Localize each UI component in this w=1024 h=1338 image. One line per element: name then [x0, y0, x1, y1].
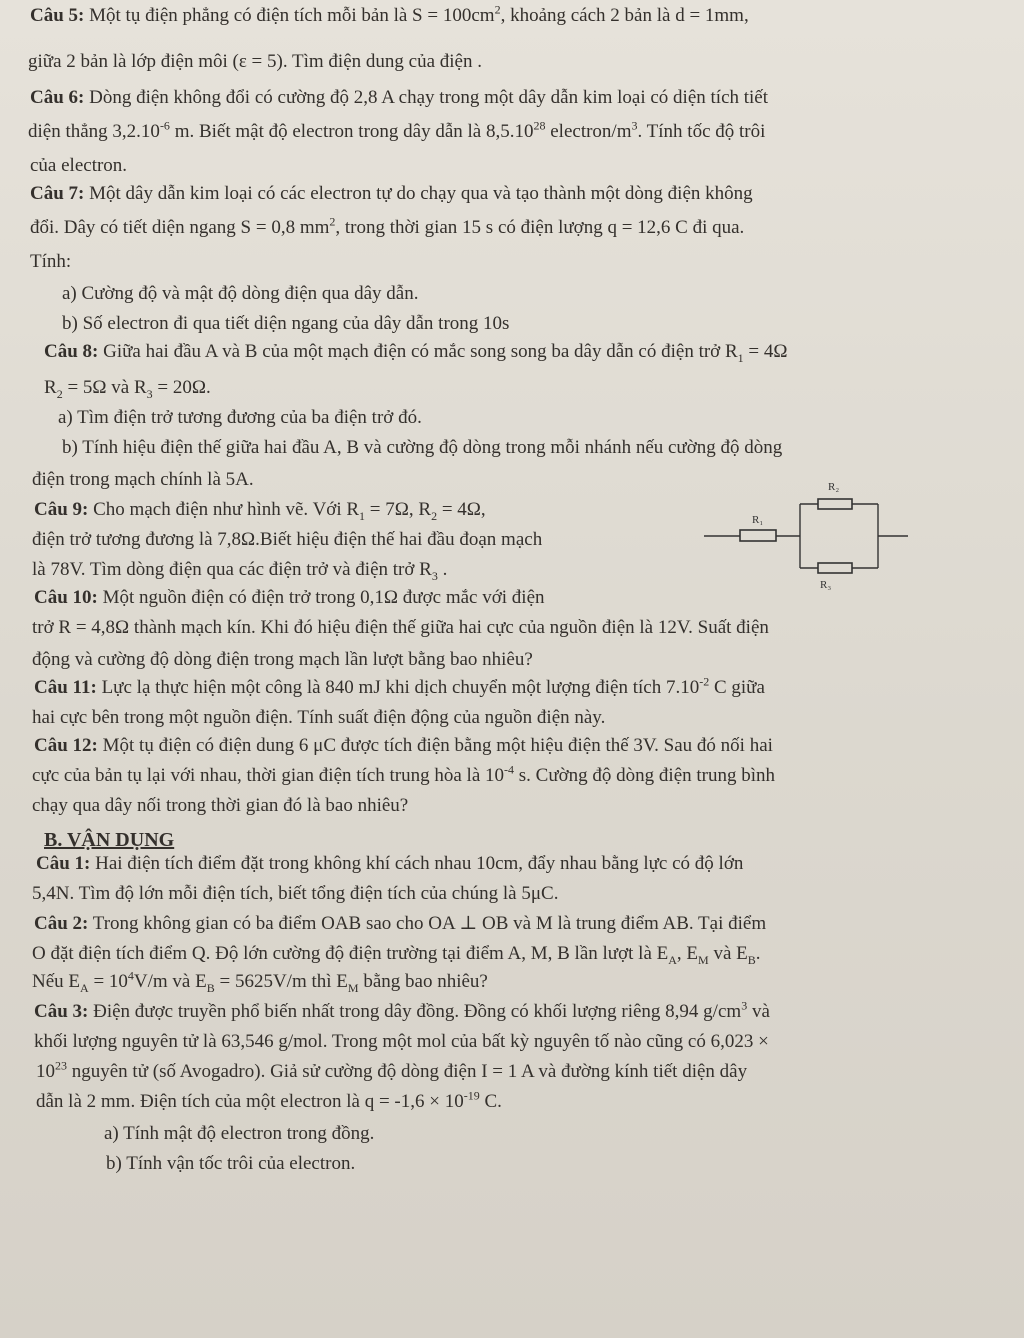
section-heading: B. VẬN DỤNG — [44, 829, 175, 851]
question-label: Câu 12: — [34, 735, 98, 756]
text-line: trở R = 4,8Ω thành mạch kín. Khi đó hiệu điện thế giữa hai cực của nguồn điện là 12V. Suất điện — [32, 617, 769, 638]
text-line: đổi. Dây có tiết diện ngang S = 0,8 $mm^2$, trong thời gian 15 s có điện lượng q = 12,6 C đi qua. — [30, 214, 745, 238]
text-line: Câu 3: Điện được truyền phổ biến nhất trong dây đồng. Đồng có khối lượng riêng 8,94 $g/cm^3$ và — [34, 998, 770, 1022]
text-line: Câu 11: Lực lạ thực hiện một công là 840 mJ khi dịch chuyển một lượng điện tích $7.10^{-2}$ C giữa — [34, 674, 765, 698]
r1-label: R₁ — [752, 514, 764, 526]
text-line: a) Tìm điện trở tương đương của ba điện trở đó. — [58, 407, 422, 428]
text-line: Tính: — [30, 251, 72, 272]
question-label: Câu 1: — [36, 853, 91, 874]
text-line: b) Tính hiệu điện thế giữa hai đầu A, B và cường độ dòng trong mỗi nhánh nếu cường độ dòng — [62, 437, 783, 458]
text-line: Câu 9: Cho mạch điện như hình vẽ. Với $R_1 = 7\Omega$, $R_2 = 4\Omega$, — [34, 499, 486, 523]
text-line: Câu 6: Dòng điện không đổi có cường độ 2,8 A chạy trong một dây dẫn kim loại có diện tích tiết — [30, 87, 769, 108]
text-line: điện trong mạch chính là 5A. — [32, 469, 254, 490]
text-line: $10^{23}$ nguyên tử (số Avogadro). Giả sử cường độ dòng điện I = 1 A và đường kính tiết diện dây — [36, 1058, 748, 1082]
resistor-r3 — [818, 563, 852, 573]
text-line: khối lượng nguyên tử là 63,546 g/mol. Trong một mol của bất kỳ nguyên tố nào cũng có 6,023 × — [34, 1031, 769, 1052]
text-line: Câu 8: Giữa hai đầu A và B của một mạch điện có mắc song song ba dây dẫn có điện trở $R_1 = 4\Omega$ — [44, 341, 788, 365]
question-label: Câu 7: — [30, 183, 85, 204]
resistor-r1 — [740, 530, 776, 541]
question-label: Câu 8: — [44, 341, 99, 362]
text-line: 5,4N. Tìm độ lớn mỗi điện tích, biết tổng điện tích của chúng là 5μC. — [32, 883, 559, 904]
text-line: chạy qua dây nối trong thời gian đó là bao nhiêu? — [32, 795, 409, 816]
question-label: Câu 10: — [34, 587, 98, 608]
r2-label: R₂ — [828, 481, 840, 493]
text-line: Câu 10: Một nguồn điện có điện trở trong 0,1Ω được mắc với điện — [34, 587, 545, 608]
text-line: $R_2 = 5\Omega$ và $R_3 = 20\Omega$. — [44, 377, 211, 401]
text-line: Câu 1: Hai điện tích điểm đặt trong không khí cách nhau 10cm, đẩy nhau bằng lực có độ lớn — [36, 853, 744, 874]
circuit-diagram — [700, 476, 912, 596]
text-line: Câu 2: Trong không gian có ba điểm OAB sao cho OA ⊥ OB và M là trung điểm AB. Tại điểm — [34, 913, 767, 934]
text-line: Câu 12: Một tụ điện có điện dung 6 μC được tích điện bằng một hiệu điện thế 3V. Sau đó nối hai — [34, 735, 773, 756]
text-line: Nếu $E_A = 10^4V/m$ và $E_B = 5625V/m$ thì $E_M$ bằng bao nhiêu? — [32, 968, 488, 995]
text-line: điện trở tương đương là 7,8Ω.Biết hiệu điện thế hai đầu đoạn mạch — [32, 529, 543, 550]
text-line: b) Số electron đi qua tiết diện ngang của dây dẫn trong 10s — [62, 313, 510, 334]
question-label: Câu 5: — [30, 5, 85, 26]
text-line: O đặt điện tích điểm Q. Độ lớn cường độ điện trường tại điểm A, M, B lần lượt là $E_A$, $E_M$ và $E_B$. — [32, 943, 761, 967]
text-line: a) Tính mật độ electron trong đồng. — [104, 1123, 375, 1144]
question-label: Câu 2: — [34, 913, 89, 934]
text-line: động và cường độ dòng điện trong mạch lần lượt bằng bao nhiêu? — [32, 649, 533, 670]
text-line: a) Cường độ và mật độ dòng điện qua dây dẫn. — [62, 283, 419, 304]
text-line: của electron. — [30, 155, 128, 176]
text-line: Câu 5: Một tụ điện phẳng có điện tích mỗi bản là $S = 100cm^2$, khoảng cách 2 bản là d = 1mm, — [30, 2, 749, 26]
text-line: cực của bản tụ lại với nhau, thời gian điện tích trung hòa là $10^{-4}$ s. Cường độ dòng điện trung bình — [32, 762, 776, 786]
text-line: giữa 2 bản là lớp điện môi (ε = 5). Tìm điện dung của điện . — [28, 51, 482, 72]
question-label: Câu 11: — [34, 677, 97, 698]
text-line: dẫn là 2 mm. Điện tích của một electron là $q = -1,6 \times 10^{-19}$ C. — [36, 1088, 502, 1112]
question-label: Câu 9: — [34, 499, 89, 520]
text-line: diện thẳng $3,2.10^{-6}$ m. Biết mật độ electron trong dây dẫn là 8,5.10$^{28}$ electron/$m^3$. Tính tốc độ trôi — [28, 118, 766, 142]
question-label: Câu 3: — [34, 1001, 89, 1022]
text-line: hai cực bên trong một nguồn điện. Tính suất điện động của nguồn điện này. — [32, 707, 606, 728]
text-line: Câu 7: Một dây dẫn kim loại có các electron tự do chạy qua và tạo thành một dòng điện không — [30, 183, 753, 204]
resistor-r2 — [818, 499, 852, 509]
question-label: Câu 6: — [30, 87, 85, 108]
text-line: b) Tính vận tốc trôi của electron. — [106, 1153, 356, 1174]
r3-label: R₃ — [820, 579, 832, 591]
text-line: là 78V. Tìm dòng điện qua các điện trở và điện trở $R_3$ . — [32, 559, 448, 583]
